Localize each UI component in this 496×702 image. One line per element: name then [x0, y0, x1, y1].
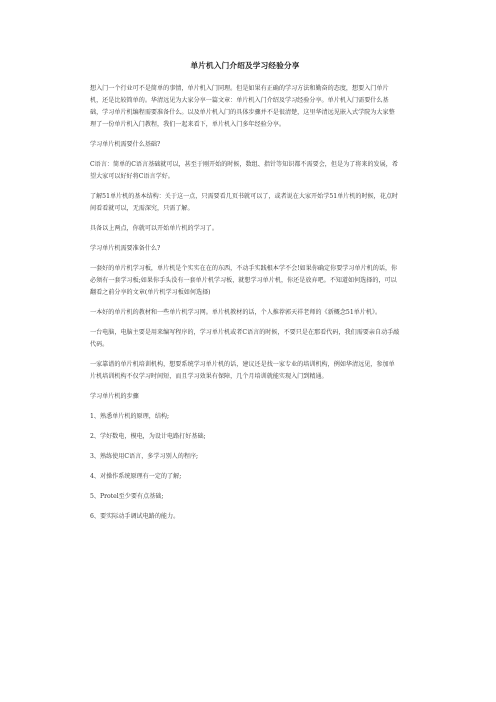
paragraph-c-language: C语言：简单的C语言基础就可以，甚至于刚开始的时候，数组、指针等知识都不需要会，但是为了将来的发展，希望大家可以好好将C语言学好。: [90, 161, 398, 180]
step-item: 6、要实际动手调试电路的能力。: [90, 513, 180, 520]
heading-preparation: 学习单片机需要准备什么?: [90, 245, 161, 252]
paragraph-computer: 一台电脑，电脑主要是用来编写程序的，学习单片机或者C语言的时候，不要只是在那看代码，我们需要亲自动手敲代码。: [90, 329, 400, 348]
paragraph-training: 一家靠谱的单片机培训机构，想要系统学习单片机的话，建议还是找一家专业的培训机构，例如华清远见，参加单片机培训机构不仅学习时间短，而且学习效果有保障，几个月培训就能实现入门到精通。: [90, 361, 395, 380]
paragraph-ready: 具备以上两点，你就可以开始单片机的学习了。: [90, 225, 218, 232]
document-title: 单片机入门介绍及学习经验分享: [190, 61, 300, 70]
step-item: 5、Protel至少要有点基础;: [90, 493, 164, 500]
paragraph-textbook: 一本好的单片机的教材和一些单片机学习网。单片机教材的话，个人推荐郭天祥老师的《新概念51单片机》。: [90, 309, 382, 316]
paragraph-51-structure: 了解51单片机的基本结构：关于这一点，只需要看几页书就可以了，或者说在大家开始学51单片机的时候，花点时间看看就可以，无需深究，只需了解。: [90, 193, 399, 212]
heading-steps: 学习单片机的步骤: [90, 393, 139, 400]
step-item: 2、学好数电，模电，为设计电路打好基础;: [90, 433, 206, 440]
heading-basics: 学习单片机需要什么基础?: [90, 141, 161, 148]
step-item: 1、熟悉单片机的原理，结构;: [90, 413, 170, 420]
paragraph-learning-board: 一套好的单片机学习板，单片机是个实实在在的东西，不动手实践根本学不会!如果你确定你要学习单片机的话，你必须有一套学习板;如果你手头没有一套单片机学习板，就想学习单片机，你还是放弃吧。不知道如何选择的，可以翻看之前分享的文章(单片机学习板如何选择): [90, 265, 398, 296]
step-item: 3、熟练使用C语言，多学习别人的程序;: [90, 453, 199, 460]
paragraph-intro: 想入门一个行业可不是简单的事情，单片机入门同理。但是如果有正确的学习方法和勤奋的态度，想要入门单片机，还是比较简单的。华清远见为大家分享一篇文章：单片机入门介绍及学习经验分享。单片机入门需要什么基础，学习单片机编程需要准备什么。以及单片机入门的具体步骤并不是很清楚，这里华清远见嵌入式学院为大家整理了一份单片机入门教程，我们一起来看下，单片机入门多年经验分享。: [90, 85, 395, 128]
step-item: 4、对操作系统原理有一定的了解;: [90, 473, 182, 480]
